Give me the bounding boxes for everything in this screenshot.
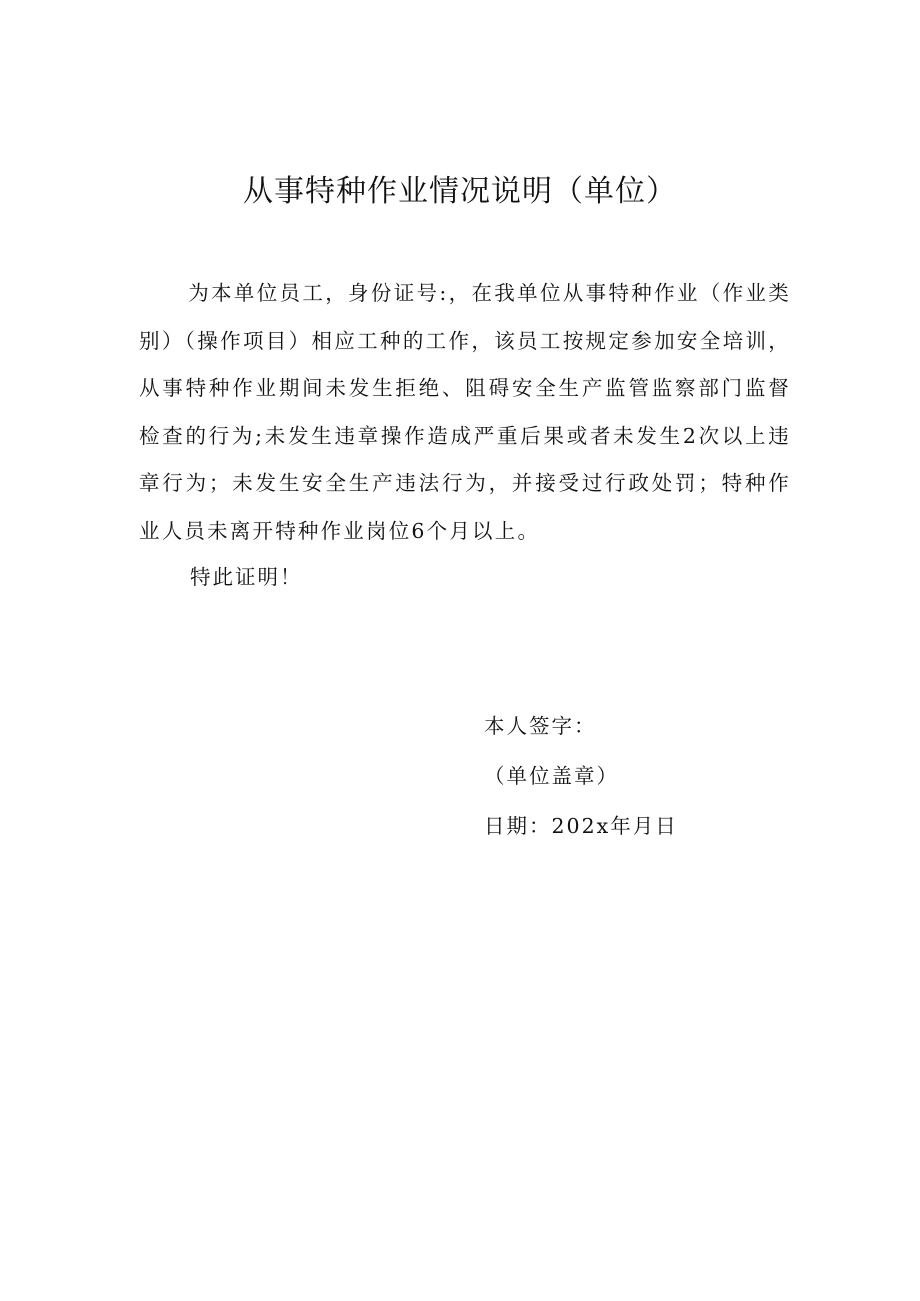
closing-statement: 特此证明！ bbox=[190, 565, 303, 589]
date-label: 日期：202x年月日 bbox=[484, 814, 678, 838]
signature-block bbox=[484, 708, 784, 858]
document-title: 从事特种作业情况说明（单位） bbox=[243, 174, 677, 209]
signature-label: 本人签字： bbox=[484, 714, 597, 738]
body-paragraph: 为本单位员工，身份证号:，在我单位从事特种作业（作业类别）（操作项目）相应工种的工作，该员工按规定参加安全培训，从事特种作业期间未发生拒绝、阻碍安全生产监管监察部门监督检查的行为;未发生违章操作造成严重后果或者未发生2次以上违章行为；未发生安全生产违法行为，并接受过行政处罚；特种作业人员未离开特种作业岗位6个月以上。 bbox=[139, 281, 791, 543]
seal-label: （单位盖章） bbox=[484, 764, 619, 788]
